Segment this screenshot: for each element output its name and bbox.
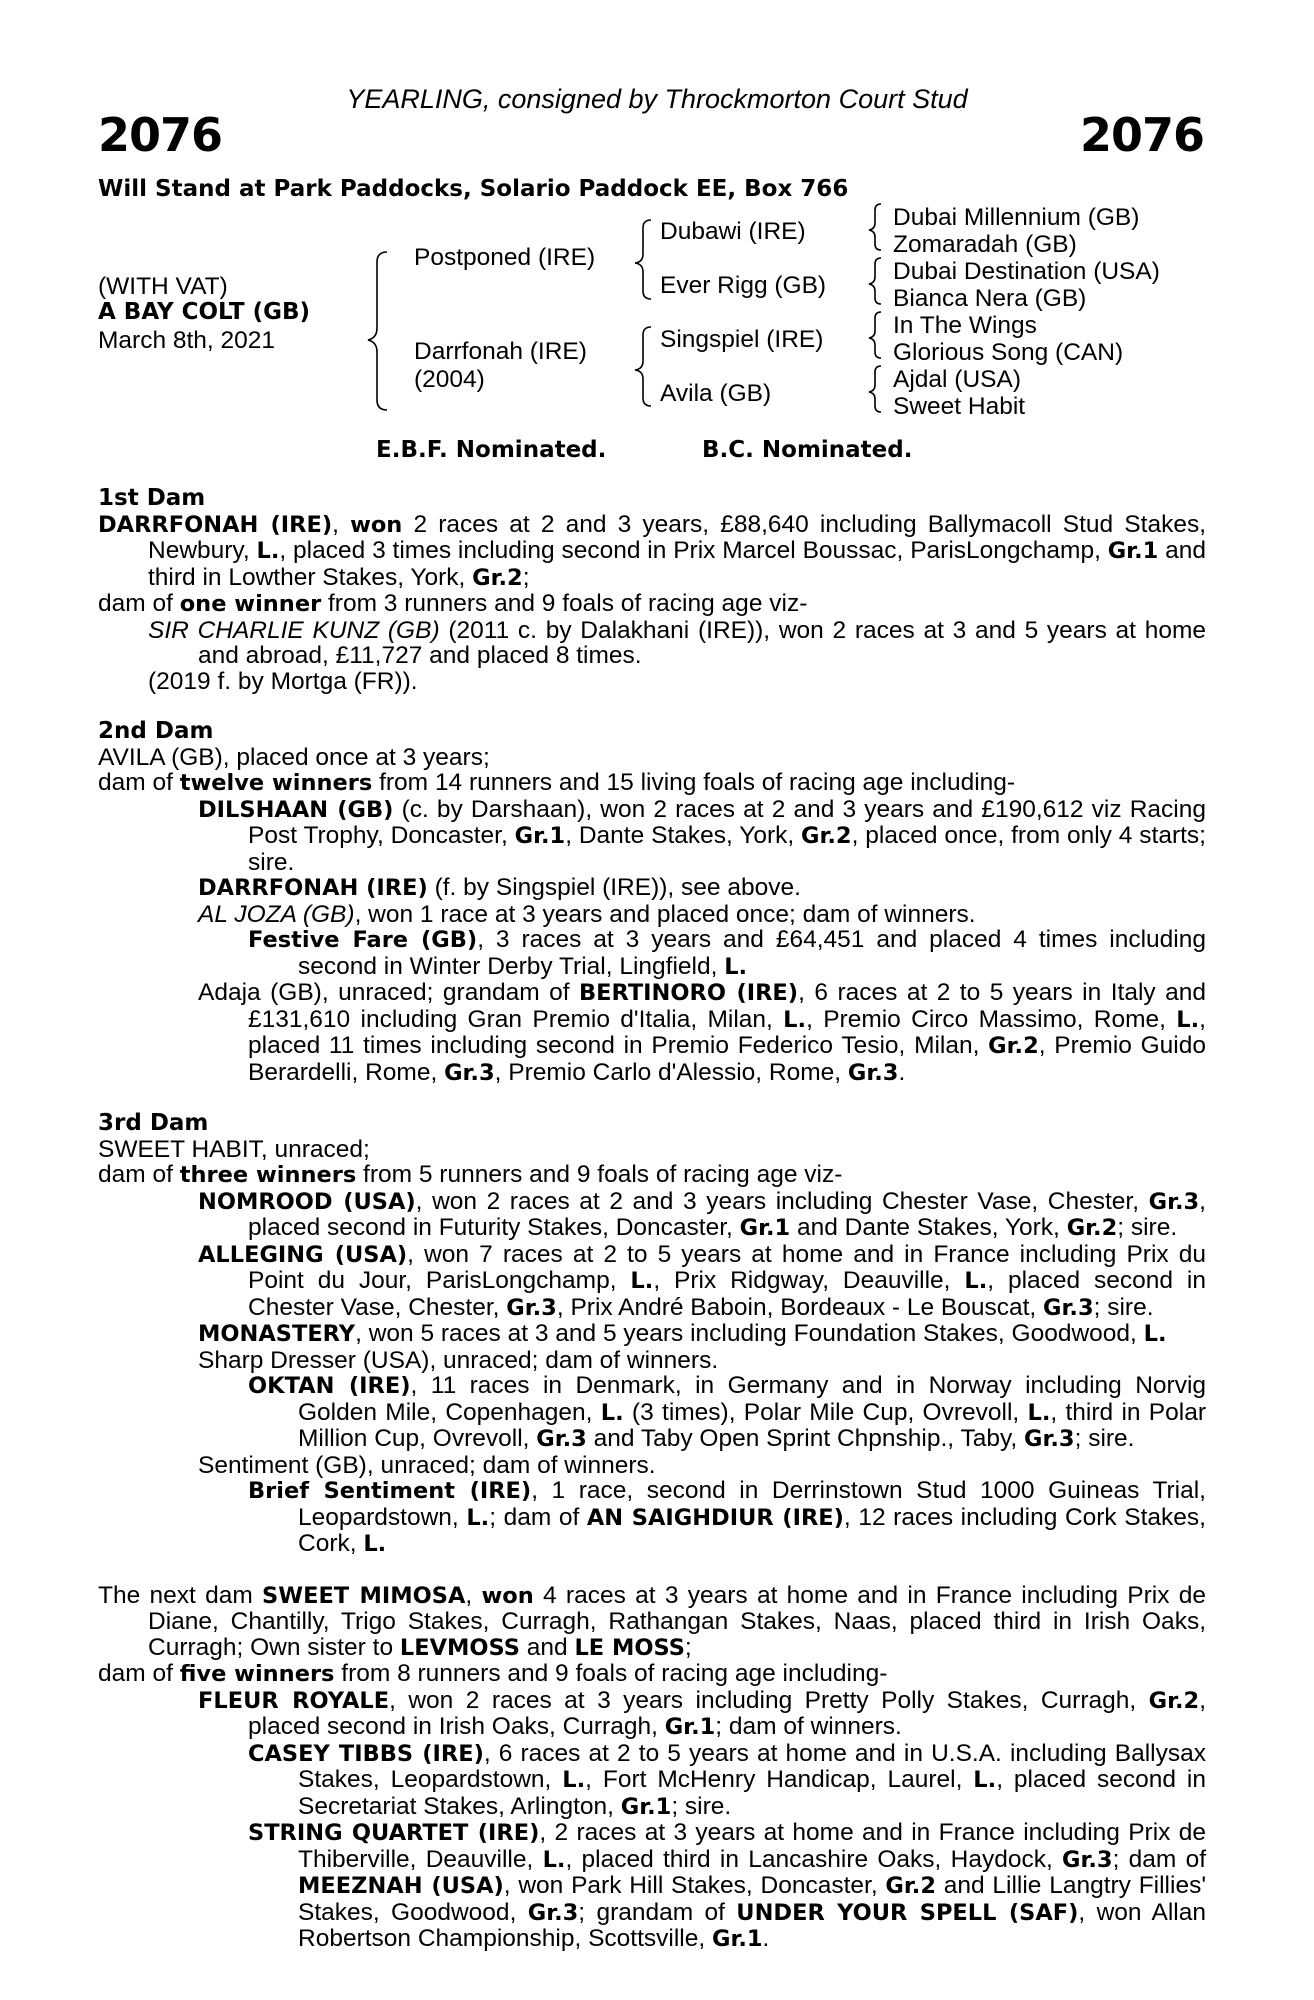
produce-entry: Adaja (GB), unraced; grandam of BERTINORO (IRE), 6 races at 2 to 5 years in Italy and £131,610 including Gran Premio d'Italia, Milan, L., Premio Circo Massimo, Rome, L., placed 11 times including second in Premio Federico Tesio, Milan, Gr.2, Premio Guido Berardelli, Rome, Gr.3, Premio Carlo d'Alessio, Rome, Gr.3. [198,979,1206,1086]
dam: Darrfonah (IRE) [414,338,587,365]
produce-entry: (2019 f. by Mortga (FR)). [148,667,418,695]
foaling-date: March 8th, 2021 [98,327,276,354]
catalogue-body [98,486,1206,1953]
ebf-nominated: E.B.F. Nominated. [376,437,607,463]
lot-number-left: 2076 [98,108,223,162]
produce-entry: Festive Fare (GB), 3 races at 3 years and £64,451 and placed 4 times including second in Winter Derby Trial, Lingfield, L. [248,926,1206,980]
produce-entry: FLEUR ROYALE, won 2 races at 3 years including Pretty Polly Stakes, Curragh, Gr.2, placed second in Irish Oaks, Curragh, Gr.1; dam of winners. [198,1686,1206,1740]
third-dam-heading: 3rd Dam [98,1110,209,1136]
produce-entry: NOMROOD (USA), won 2 races at 2 and 3 years including Chester Vase, Chester, Gr.3, placed second in Futurity Stakes, Doncaster, Gr.1 and Dante Stakes, York, Gr.2; sire. [198,1187,1206,1241]
second-dam-record: AVILA (GB), placed once at 3 years; [98,743,490,771]
vat-note: (WITH VAT) [98,273,228,300]
gg-5: In The Wings [893,312,1037,339]
produce-entry: Brief Sentiment (IRE), 1 race, second in Derrinstown Stud 1000 Guineas Trial, Leopardstown, L.; dam of AN SAIGHDIUR (IRE), 12 races including Cork Stakes, Cork, L. [248,1477,1206,1557]
produce-entry: ALLEGING (USA), won 7 races at 2 to 5 years at home and in France including Prix du Point du Jour, ParisLongchamp, L., Prix Ridgway, Deauville, L., placed second in Chester Vase, Chester, Gr.3, Prix André Baboin, Bordeaux - Le Bouscat, Gr.3; sire. [198,1240,1206,1321]
dam-year: (2004) [414,366,485,393]
produce-entry: CASEY TIBBS (IRE), 6 races at 2 to 5 years at home and in U.S.A. including Ballysax Stakes, Leopardstown, L., Fort McHenry Handicap, Laurel, L., placed second in Secretariat Stakes, Arlington, Gr.1; sire. [248,1739,1206,1820]
gg-3: Dubai Destination (USA) [893,258,1160,285]
gg-4: Bianca Nera (GB) [893,285,1087,312]
bc-nominated: B.C. Nominated. [702,437,913,463]
second-dam-produce-summary: dam of twelve winners from 14 runners and 15 living foals of racing age including- [98,769,1016,796]
sire-sire: Dubawi (IRE) [660,218,806,245]
produce-entry: Sharp Dresser (USA), unraced; dam of winners. [198,1346,719,1374]
gg-8: Sweet Habit [893,393,1026,420]
gg-2: Zomaradah (GB) [893,231,1077,258]
sire-dam: Ever Rigg (GB) [660,272,827,299]
produce-entry: DARRFONAH (IRE) (f. by Singspiel (IRE)), see above. [198,874,801,901]
first-dam-heading: 1st Dam [98,485,206,511]
third-dam-record: SWEET HABIT, unraced; [98,1135,370,1163]
first-dam-record: DARRFONAH (IRE), won 2 races at 2 and 3 years, £88,640 including Ballymacoll Stud Stakes, Newbury, L., placed 3 times including second in Prix Marcel Boussac, ParisLongchamp, Gr.1 and third in Lowther Stakes, York, Gr.2; [98,510,1206,591]
produce-entry: DILSHAAN (GB) (c. by Darshaan), won 2 races at 2 and 3 years and £190,612 viz Racing Post Trophy, Doncaster, Gr.1, Dante Stakes, York, Gr.2, placed once, from only 4 starts; sire. [198,795,1206,876]
horse-name: A BAY COLT (GB) [98,299,311,325]
produce-entry: AL JOZA (GB), won 1 race at 3 years and placed once; dam of winners. [198,900,976,928]
dam-sire: Singspiel (IRE) [660,326,824,353]
first-dam-produce-summary: dam of one winner from 3 runners and 9 foals of racing age viz- [98,590,808,617]
consignor-line: YEARLING, consigned by Throckmorton Court Stud [346,84,968,114]
gg-7: Ajdal (USA) [893,366,1021,393]
third-dam-produce-summary: dam of three winners from 5 runners and 9 foals of racing age viz- [98,1161,843,1188]
produce-entry: STRING QUARTET (IRE), 2 races at 3 years at home and in France including Prix de Thiberville, Deauville, L., placed third in Lancashire Oaks, Haydock, Gr.3; dam of MEEZNAH (USA), won Park Hill Stakes, Doncaster, Gr.2 and Lillie Langtry Fillies' Stakes, Goodwood, Gr.3; grandam of UNDER YOUR SPELL (SAF), won Allan Robertson Championship, Scottsville, Gr.1. [248,1819,1207,1952]
next-dam-produce-summary: dam of five winners from 8 runners and 9 foals of racing age including- [98,1660,888,1687]
produce-entry: SIR CHARLIE KUNZ (GB) (2011 c. by Dalakhani (IRE)), won 2 races at 3 and 5 years at home and abroad, £11,727 and placed 8 times. [148,616,1206,669]
lot-number-right: 2076 [1079,108,1204,162]
next-dam-record: The next dam SWEET MIMOSA, won 4 races at 3 years at home and in France including Prix de Diane, Chantilly, Trigo Stakes, Curragh, Rathangan Stakes, Naas, placed third in Irish Oaks, Curragh; Own sister to LEVMOSS and LE MOSS; [98,1581,1207,1661]
gg-1: Dubai Millennium (GB) [893,204,1140,231]
stand-location: Will Stand at Park Paddocks, Solario Paddock EE, Box 766 [98,176,849,202]
produce-entry: MONASTERY, won 5 races at 3 and 5 years including Foundation Stakes, Goodwood, L. [198,1320,1167,1347]
gg-6: Glorious Song (CAN) [893,339,1124,366]
produce-entry: OKTAN (IRE), 11 races in Denmark, in Germany and in Norway including Norvig Golden Mile, Copenhagen, L. (3 times), Polar Mile Cup, Ovrevoll, L., third in Polar Million Cup, Ovrevoll, Gr.3 and Taby Open Sprint Chpnship., Taby, Gr.3; sire. [248,1372,1207,1452]
dam-dam: Avila (GB) [660,380,772,407]
produce-entry: Sentiment (GB), unraced; dam of winners. [198,1451,656,1479]
sire: Postponed (IRE) [414,244,596,271]
second-dam-heading: 2nd Dam [98,718,214,744]
